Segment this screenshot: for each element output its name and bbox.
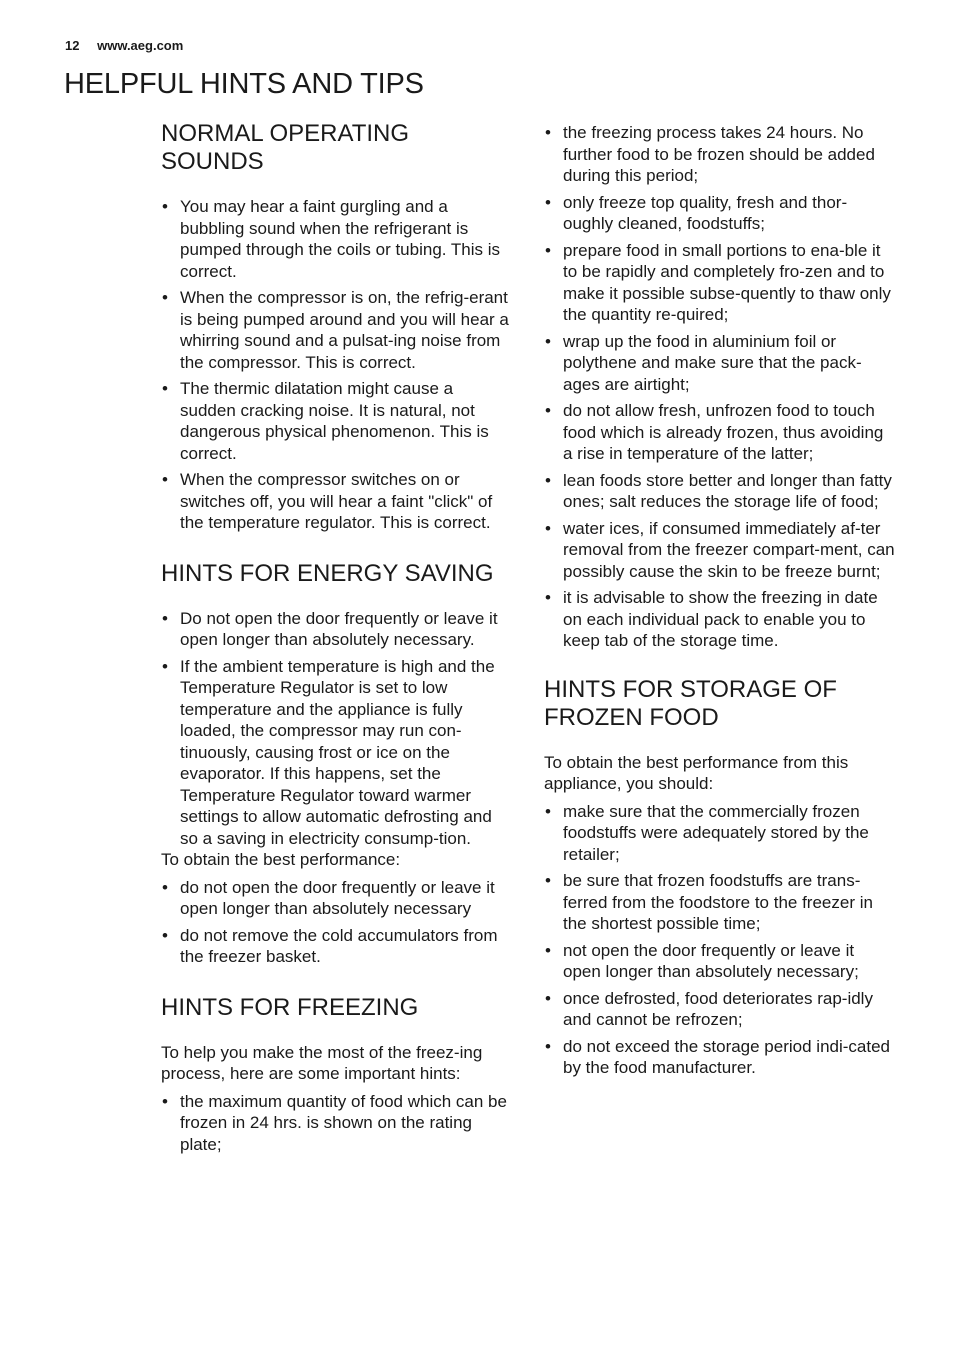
bullet-list bbox=[161, 196, 513, 534]
list-item: • be sure that frozen foodstuffs are trans-ferred from the foodstore to the freezer in the shortest possible time; bbox=[544, 870, 896, 935]
list-item: • not open the door frequently or leave it open longer than absolutely necessary; bbox=[544, 940, 896, 983]
right-column bbox=[544, 122, 896, 1084]
list-item: • do not remove the cold accumulators from the freezer basket. bbox=[161, 925, 513, 968]
section-freezing-continued bbox=[544, 122, 896, 652]
list-item: • only freeze top quality, fresh and thor-oughly cleaned, foodstuffs; bbox=[544, 192, 896, 235]
paragraph: To obtain the best performance from this appliance, you should: bbox=[544, 752, 849, 793]
list-item: • do not open the door frequently or leave it open longer than absolutely necessary bbox=[161, 877, 513, 920]
section-heading: HINTS FOR STORAGE OF FROZEN FOOD bbox=[544, 675, 837, 731]
list-item: • You may hear a faint gurgling and a bubbling sound when the refrigerant is pumped through the coils or tubing. This is correct. bbox=[161, 196, 513, 282]
list-item: • wrap up the food in aluminium foil or polythene and make sure that the pack-ages are airtight; bbox=[544, 331, 896, 396]
list-item: • When the compressor is on, the refrig-erant is being pumped around and you will hear a whirring sound and a pulsat-ing noise from the compressor. This is correct. bbox=[161, 287, 513, 373]
bullet-list bbox=[161, 608, 513, 850]
list-item: • If the ambient temperature is high and the Temperature Regulator is set to low temperature and the appliance is fully loaded, the compressor may run con-tinuously, causing frost or ice on the evaporator. If this happens, set the Temperature Regulator toward warmer settings to allow automatic defrosting and so a saving in electricity consump-tion. bbox=[161, 656, 513, 850]
section-freezing bbox=[161, 994, 513, 1156]
list-item: • Do not open the door frequently or leave it open longer than absolutely necessary. bbox=[161, 608, 513, 651]
page-header bbox=[65, 38, 183, 53]
page-title: HELPFUL HINTS AND TIPS bbox=[64, 68, 424, 100]
section-heading: HINTS FOR ENERGY SAVING bbox=[161, 559, 494, 587]
list-item: • do not exceed the storage period indi-cated by the food manufacturer. bbox=[544, 1036, 896, 1079]
list-item: • do not allow fresh, unfrozen food to touch food which is already frozen, thus avoiding a rise in temperature of the latter; bbox=[544, 400, 896, 465]
website-url: www.aeg.com bbox=[97, 38, 184, 53]
list-item: • the maximum quantity of food which can be frozen in 24 hrs. is shown on the rating plate; bbox=[161, 1091, 513, 1156]
list-item: • make sure that the commercially frozen foodstuffs were adequately stored by the retailer; bbox=[544, 801, 896, 866]
list-item: • it is advisable to show the freezing in date on each individual pack to enable you to keep tab of the storage time. bbox=[544, 587, 896, 652]
list-item: • When the compressor switches on or switches off, you will hear a faint "click" of the temperature regulator. This is correct. bbox=[161, 469, 513, 534]
list-item: • prepare food in small portions to ena-ble it to be rapidly and completely fro-zen and to make it possible subse-quently to thaw only the quantity re-quired; bbox=[544, 240, 896, 326]
paragraph: To obtain the best performance: bbox=[161, 850, 401, 869]
section-heading: NORMAL OPERATING SOUNDS bbox=[161, 120, 410, 175]
paragraph: To help you make the most of the freez-ing process, here are some important hints: bbox=[161, 1042, 483, 1083]
section-normal-sounds bbox=[161, 120, 513, 534]
left-column bbox=[161, 120, 513, 1160]
section-energy-saving bbox=[161, 560, 513, 968]
list-item: • The thermic dilatation might cause a sudden cracking noise. It is natural, not dangerous physical phenomenon. This is correct. bbox=[161, 378, 513, 464]
list-item: • lean foods store better and longer than fatty ones; salt reduces the storage life of food; bbox=[544, 470, 896, 513]
list-item: • once defrosted, food deteriorates rap-idly and cannot be refrozen; bbox=[544, 988, 896, 1031]
bullet-list bbox=[161, 877, 513, 968]
list-item: • water ices, if consumed immediately af-ter removal from the freezer compart-ment, can possibly cause the skin to be freeze burnt; bbox=[544, 518, 896, 583]
section-storage-frozen-food bbox=[544, 676, 896, 1079]
page-number: 12 bbox=[65, 38, 80, 53]
bullet-list bbox=[544, 801, 896, 1079]
bullet-list bbox=[161, 1091, 513, 1156]
list-item: • the freezing process takes 24 hours. No further food to be frozen should be added during this period; bbox=[544, 122, 896, 187]
bullet-list bbox=[544, 122, 896, 652]
section-heading: HINTS FOR FREEZING bbox=[161, 993, 419, 1021]
